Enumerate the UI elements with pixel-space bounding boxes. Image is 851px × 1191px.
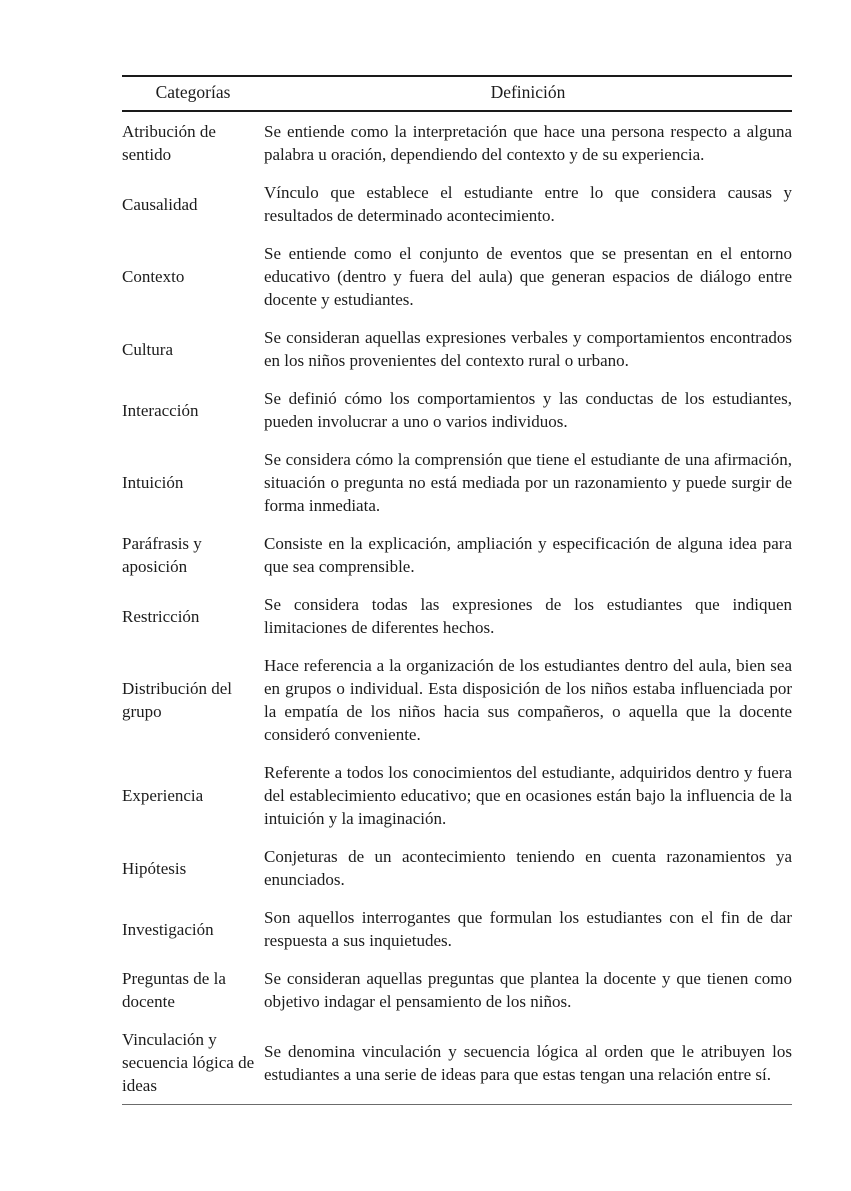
table-header <box>122 76 792 111</box>
table-row <box>122 646 792 753</box>
category-cell: Contexto <box>122 267 185 286</box>
column-header-definicion: Definición <box>264 76 792 111</box>
table-row <box>122 1020 792 1105</box>
definition-cell: Se consideran aquellas preguntas que plantea la docente y que tienen como objetivo indagar el pensamiento de los niños. <box>264 969 792 1011</box>
category-cell: Atribución de sentido <box>122 122 216 164</box>
table-row <box>122 111 792 173</box>
table-row <box>122 898 792 959</box>
definition-cell: Se consideran aquellas expresiones verbales y comportamientos encontrados en los niños provenientes del contexto rural o urbano. <box>264 328 792 370</box>
table-row <box>122 173 792 234</box>
table-row <box>122 234 792 318</box>
category-cell: Preguntas de la docente <box>122 969 226 1011</box>
definition-cell: Vínculo que establece el estudiante entre lo que considera causas y resultados de determinado acontecimiento. <box>264 183 792 225</box>
definition-cell: Se considera todas las expresiones de los estudiantes que indiquen limitaciones de diferentes hechos. <box>264 595 792 637</box>
definition-cell: Se denomina vinculación y secuencia lógica al orden que le atribuyen los estudiantes a una serie de ideas para que estas tengan una relación entre sí. <box>264 1041 792 1084</box>
definition-cell: Se definió cómo los comportamientos y las conductas de los estudiantes, pueden involucrar a uno o varios individuos. <box>264 389 792 431</box>
table-row <box>122 585 792 646</box>
table-row <box>122 753 792 837</box>
table-row <box>122 524 792 585</box>
category-cell: Vinculación y secuencia lógica de ideas <box>122 1030 255 1095</box>
header-row <box>122 76 792 111</box>
category-cell: Distribución del grupo <box>122 679 233 721</box>
category-cell: Hipótesis <box>122 858 187 878</box>
column-header-categorias: Categorías <box>122 76 264 111</box>
category-cell: Experiencia <box>122 786 204 805</box>
category-cell: Paráfrasis y aposición <box>122 534 202 576</box>
definition-cell: Consiste en la explicación, ampliación y especificación de alguna idea para que sea comprensible. <box>264 534 792 576</box>
definition-cell: Son aquellos interrogantes que formulan los estudiantes con el fin de dar respuesta a sus inquietudes. <box>264 908 792 950</box>
definition-cell: Se considera cómo la comprensión que tiene el estudiante de una afirmación, situación o pregunta no está mediada por un razonamiento y puede surgir de forma inmediata. <box>264 450 792 515</box>
category-cell: Investigación <box>122 919 214 939</box>
category-cell: Interacción <box>122 400 199 420</box>
category-cell: Intuición <box>122 473 184 492</box>
definition-cell: Conjeturas de un acontecimiento teniendo en cuenta razonamientos ya enunciados. <box>264 847 792 889</box>
category-cell: Causalidad <box>122 194 198 214</box>
definition-cell: Se entiende como el conjunto de eventos que se presentan en el entorno educativo (dentro y fuera del aula) que generan espacios de diálogo entre docente y estudiantes. <box>264 244 792 309</box>
table-row <box>122 837 792 898</box>
table-row <box>122 959 792 1020</box>
table-row <box>122 379 792 440</box>
table-row <box>122 318 792 379</box>
definition-cell: Se entiende como la interpretación que hace una persona respecto a alguna palabra u oración, dependiendo del contexto y de su experiencia. <box>264 122 792 164</box>
table-row <box>122 440 792 524</box>
category-cell: Restricción <box>122 606 200 626</box>
category-cell: Cultura <box>122 339 173 359</box>
definition-cell: Hace referencia a la organización de los estudiantes dentro del aula, bien sea en grupos o individual. Esta disposición de los niños estaba influenciada por la empatía de los niños hacia sus compañeros, o aquella que la docente consideró conveniente. <box>264 656 792 744</box>
categories-definitions-table <box>122 75 792 1105</box>
definition-cell: Referente a todos los conocimientos del estudiante, adquiridos dentro y fuera del establecimiento educativo; que en ocasiones están bajo la influencia de la intuición y la imaginación. <box>264 763 792 828</box>
table-body <box>122 111 792 1105</box>
